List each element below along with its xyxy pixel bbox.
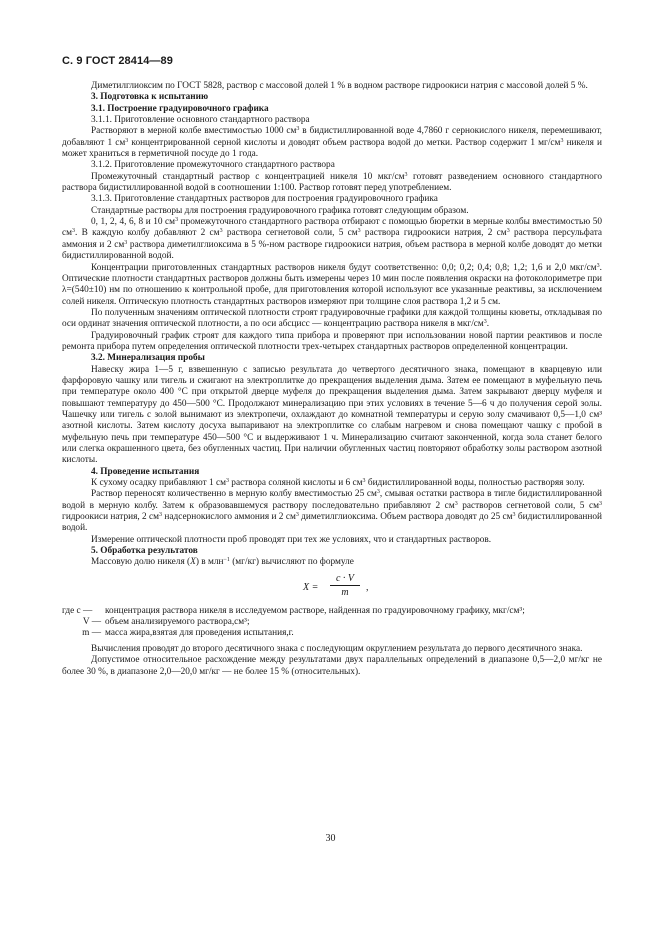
paragraph: Растворяют в мерной колбе вместимостью 1000 $см^3$ в бидистиллированной воде 4,7860 г сернокислого никеля, перемешивают, добавляют 1 $см^3$ концентрированной серной кислоты и доводят объем раствора водой до метки. Раствор содержит 1 $мг/см^3$ никеля и может храниться в герметичной посуде до 1 года. xyxy=(62,126,603,160)
where-item xyxy=(62,628,602,639)
paragraph: Концентрации приготовленных стандартных растворов никеля будут соответственно: 0,0; 0,2; 0,4; 0,8; 1,2; 1,6 и 2,0 мкг/$см^3$. Оптические плотности стандартных растворов должны быть измерены через 10 мин после появления окраски на фотоколориметре при λ=(540±10) нм по отношению к контрольной пробе, для приготовления которой используют все указанные реактивы, за исключением солей никеля. Оптическую плотность стандартных растворов измеряют при толщине слоя раствора 1,2 и 5 см. xyxy=(62,262,602,307)
where-desc: объем анализируемого раствора,см³; xyxy=(105,617,250,628)
formula-comma: , xyxy=(366,581,369,593)
paragraph: Навеску жира 1—5 г, взвешенную с записью результата до четвертого десятичного знака, помещают в кварцевую или фарфоровую чашку или тигель и сжигают на электроплитке до прекращения выделения дыма. Затем ее помещают в муфельную печь при температуре около 400 °С при открытой дверце муфеля до прекращения выделения дыма. Затем закрывают дверцу муфеля и повышают температуру до 450—500 °С. Продолжают минерализацию при этих условиях в течение 5—6 ч до получения серой золы. Чашечку или тигель с золой вынимают из электропечи, охлаждают до комнатной температуры и серую золу смачивают 0,5—1,0 см³ азотной кислоты. Затем кислоту досуха выпаривают на электроплитке со слабым нагревом и снова помещают чашку с пробой в муфельную печь при температуре 450—500 °С и выдерживают 1 ч. Минерализацию считают законченной, когда зола станет белого или слегка окрашенного цвета, без обугленных частиц. При наличии обугленных частиц повторяют обработку золы раствором азотной кислоты. xyxy=(62,364,602,466)
paragraph: Измерение оптической плотности проб проводят при тех же условиях, что и стандартных растворов. xyxy=(91,534,492,545)
paragraph: Массовую долю никеля (X) в млн$^{-1}$ (мг/кг) вычисляют по формуле xyxy=(91,557,354,568)
formula-numerator: c · V xyxy=(330,573,360,586)
where-desc: концентрация раствора никеля в исследуемом растворе, найденная по градуировочному графику, мкг/см³; xyxy=(105,605,525,616)
formula-lhs: X = xyxy=(303,581,319,593)
page-header: С. 9 ГОСТ 28414—89 xyxy=(62,55,173,67)
clause-heading: 3.1.2. Приготовление промежуточного стандартного раствора xyxy=(91,160,335,171)
formula-fraction xyxy=(330,573,360,599)
paragraph: Допустимое относительное расхождение между результатами двух параллельных определений в диапазоне 0,5—2,0 мг/кг не более 30 %, в диапазоне 2,0—20,0 мг/кг — не более 15 % (относительных). xyxy=(62,655,602,677)
section-heading: 4. Проведение испытания xyxy=(91,466,200,477)
where-term: где c — xyxy=(62,605,93,616)
paragraph: Вычисления проводят до второго десятичного знака с последующим округлением результата до первого десятичного знака. xyxy=(91,643,583,654)
paragraph: По полученным значениям оптической плотности строят градуировочные графики для каждой толщины кюветы, откладывая по оси ординат значения оптической плотности, а по оси абсцисс — концентрацию раствора никеля в мкг/$см^3$. xyxy=(62,307,602,330)
paragraph: 0, 1, 2, 4, 6, 8 и 10 $см^3$ промежуточного стандартного раствора отбирают с помощью бюретки в мерные колбы вместимостью 50 $см^3$. В каждую колбу добавляют 2 $см^3$ раствора сегнетовой соли, 5 $см^3$ раствора гидроокиси натрия, 2 $см^3$ раствора персульфата аммония и 2 $см^3$ раствора диметилглиоксима в 5 %-ном растворе гидроокиси натрия, объем раствора в мерной колбе доводят до метки бидистиллированной водой. xyxy=(62,217,603,262)
where-desc: масса жира,взятая для проведения испытания,г. xyxy=(105,628,294,639)
clause-heading: 3.1.3. Приготовление стандартных растворов для построения градуировочного графика xyxy=(91,194,438,205)
document-page xyxy=(62,55,602,678)
section-heading: 5. Обработка результатов xyxy=(91,546,198,557)
subsection-heading: 3.2. Минерализация пробы xyxy=(91,353,205,364)
paragraph: К сухому осадку прибавляют 1 $см^3$ раствора соляной кислоты и 6 $см^3$ бидистиллированной воды, полностью растворяя золу. xyxy=(91,478,585,489)
page-number: 30 xyxy=(325,833,336,844)
section-heading: 3. Подготовка к испытанию xyxy=(91,92,209,103)
formula xyxy=(62,573,602,601)
where-item xyxy=(62,606,602,617)
paragraph: Промежуточный стандартный раствор с концентрацией никеля 10 мкг/$см^3$ готовят разведением основного стандартного раствора бидистиллированной водой в соотношении 1:100. Раствор готовят перед употреблением. xyxy=(62,171,603,194)
paragraph: Стандартные растворы для построения градуировочного графика готовят следующим образом. xyxy=(91,205,469,216)
where-item xyxy=(62,617,602,628)
paragraph: Градуировочный график строят для каждого типа прибора и проверяют при использовании новой партии реактивов и после ремонта прибора путем определения оптической плотности трех-четырех стандартных растворов определенной концентрации. xyxy=(62,330,602,352)
paragraph: Диметилглиоксим по ГОСТ 5828, раствор с массовой долей 1 % в водном растворе гидроокиси натрия с массовой долей 5 %. xyxy=(91,81,588,91)
formula-denominator: m xyxy=(341,587,349,599)
where-term: V — xyxy=(82,617,101,628)
subsection-heading: 3.1. Построение градуировочного графика xyxy=(91,103,269,114)
clause-heading: 3.1.1. Приготовление основного стандартного раствора xyxy=(91,115,310,126)
paragraph: Раствор переносят количественно в мерную колбу вместимостью 25 $см^3$, смывая остатки раствора в тигле бидистиллированной водой в мерную колбу. Затем к образовавшемуся раствору последовательно прибавляют 2 $см^3$ растворов сегнетовой соли, 5 $см^3$ гидроокиси натрия, 2 $см^3$ надсернокислого аммония и 2 $см^3$ диметилглиоксима. Объем раствора доводят до 25 $см^3$ бидистиллированной водой. xyxy=(62,489,602,534)
where-term: m — xyxy=(82,628,101,639)
